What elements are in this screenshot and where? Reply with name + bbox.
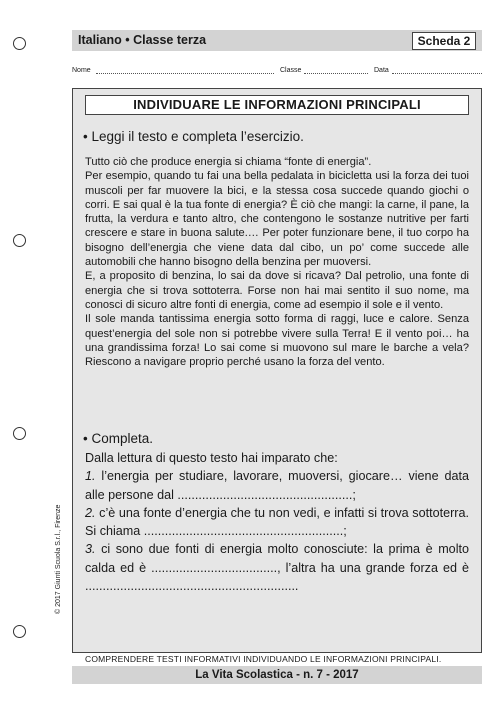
date-label: Data [374, 67, 389, 74]
binder-hole [13, 427, 26, 440]
learning-objective: COMPRENDERE TESTI INFORMATIVI INDIVIDUANDO LE INFORMAZIONI PRINCIPALI. [85, 654, 442, 664]
name-field[interactable] [96, 73, 274, 74]
exercise-item-3 [85, 540, 469, 595]
class-field[interactable] [304, 73, 368, 74]
reading-instruction: • Leggi il testo e completa l’esercizio. [83, 129, 304, 144]
binder-hole [13, 625, 26, 638]
subject-label: Italiano • Classe terza [78, 33, 207, 47]
paragraph: Il sole manda tantissima energia sotto forma di raggi, luce e calore. Senza quest’energia del sole non si potrebbe vivere sulla Terra! E il vento poi… ha una grandissima forza! Lo sai come si muovono sul mare le barche a vela? Riescono a navigare proprio perché usano la forza del vento. [85, 313, 469, 369]
exercise-list [85, 449, 469, 595]
exercise-instruction: • Completa. [83, 431, 154, 446]
header-bar [72, 30, 482, 51]
class-label: Classe [280, 67, 302, 74]
paragraph: Per esempio, quando tu fai una bella pedalata in bicicletta usi la forza dei tuoi muscoli per far muovere la bici, e la stessa cosa succede quando giochi o corri. E sai qual è la tua fonte di energia? È ciò che mangi: la carne, il pane, la frutta, la verdura e tanto altro, che contengono le sostanze nutritive per farti crescere e stare in buona salute.… Per poter funzionare bene, il tuo corpo ha bisogno dell’energia che viene data dal cibo, un po’ come succede alle automobili che hanno bisogno della benzina per muoversi. [85, 170, 469, 269]
item-text: ci sono due fonti di energia molto conosciute: la prima è molto calda ed è ...................................., l’altra ha una grande forza ed è ............................................................. [85, 542, 469, 594]
footer-bar: La Vita Scolastica - n. 7 - 2017 [72, 666, 482, 684]
worksheet [72, 30, 482, 681]
exercise-item-2 [85, 504, 469, 541]
sheet-badge: Scheda 2 [412, 32, 476, 50]
date-field[interactable] [392, 73, 482, 74]
name-label: Nome [72, 67, 91, 74]
paragraph: E, a proposito di benzina, lo sai da dove si ricava? Dal petrolio, una fonte di energia che si trova sottoterra. Forse non hai mai sentito il suo nome, ma conosci di sicuro altre fonti di energia, come ad esempio il sole e il vento. [85, 270, 469, 311]
item-number: 2. [85, 505, 96, 520]
student-fields [72, 67, 482, 77]
item-text: c’è una fonte d’energia che tu non vedi, e infatti si trova sottoterra. Si chiama .........................................................; [85, 505, 469, 539]
exercise-box [72, 88, 482, 664]
exercise-item-1 [85, 467, 469, 504]
paragraph: Tutto ciò che produce energia si chiama “fonte di energia”. [85, 156, 372, 168]
reading-text [85, 155, 469, 369]
exercise-intro: Dalla lettura di questo testo hai imparato che: [85, 451, 338, 465]
item-number: 3. [85, 542, 96, 557]
item-text: l’energia per studiare, lavorare, muoversi, giocare… viene data alle persone dal ..................................................; [85, 469, 469, 502]
binder-hole [13, 234, 26, 247]
item-number: 1. [85, 469, 96, 484]
worksheet-title: INDIVIDUARE LE INFORMAZIONI PRINCIPALI [85, 95, 469, 115]
copyright-note: © 2017 Giunti Scuola S.r.l., Firenze [55, 504, 62, 614]
binder-hole [13, 37, 26, 50]
